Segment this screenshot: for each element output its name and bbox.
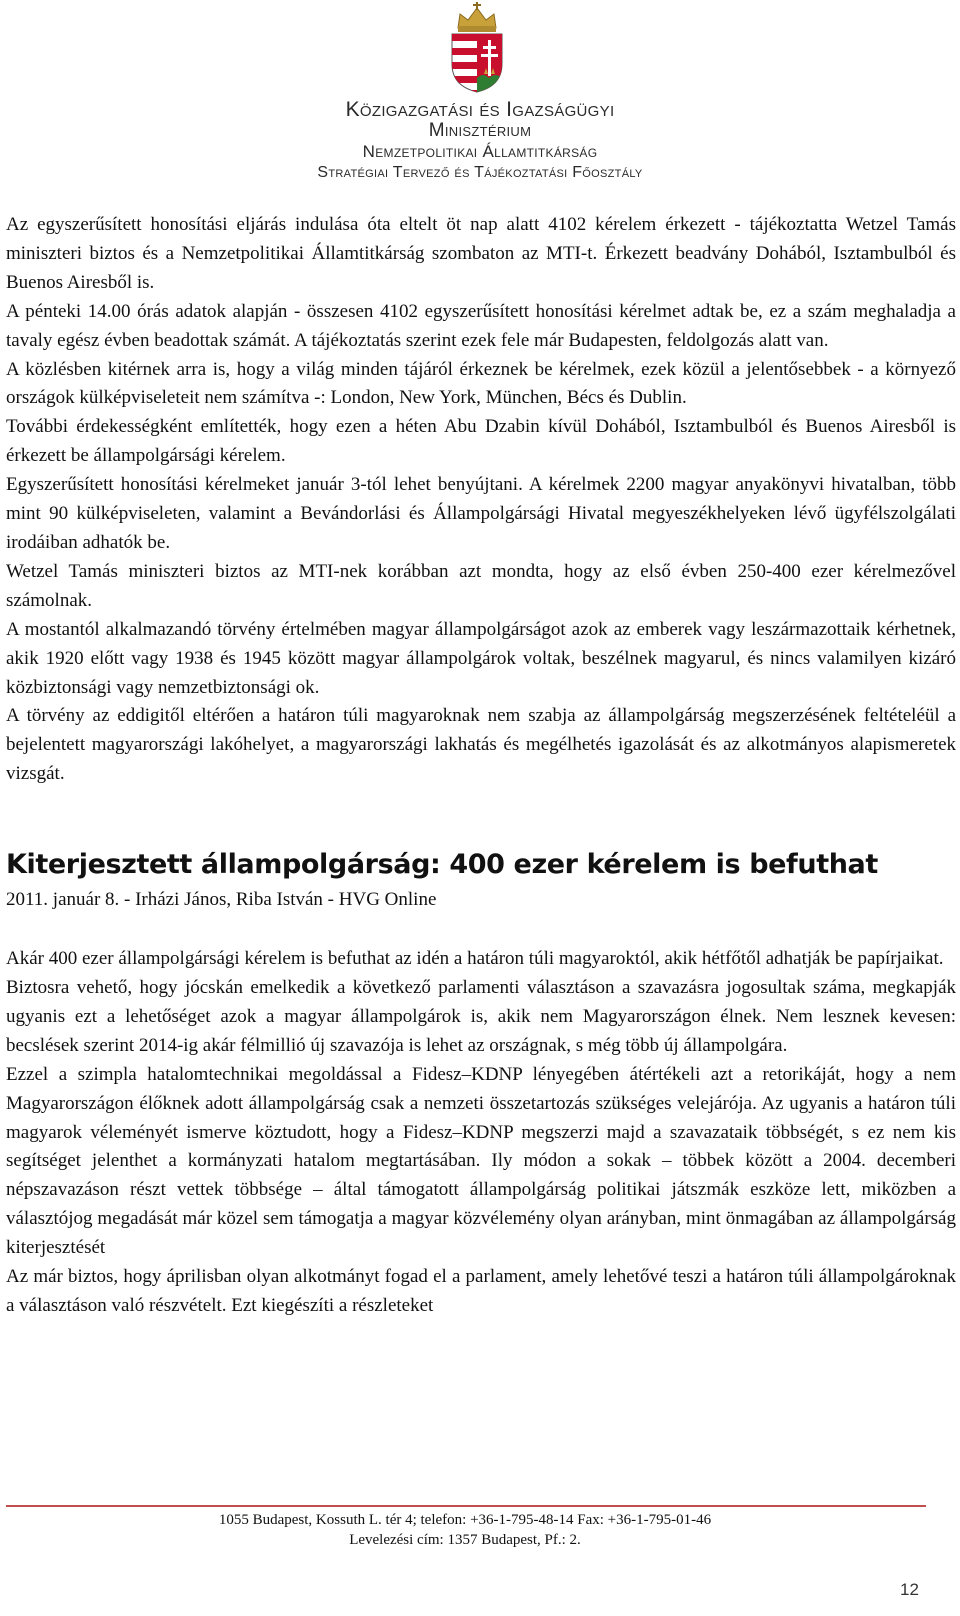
footer-address: 1055 Budapest, Kossuth L. tér 4; telefon: +36-1-795-48-14 Fax: +36-1-795-01-46 — [218, 1512, 712, 1528]
article2-headline: Kiterjesztett állampolgárság: 400 ezer kérelem is befuthat — [6, 849, 878, 881]
footer-mailing-address: Levelezési cím: 1357 Budapest, Pf.: 2. — [349, 1532, 581, 1548]
ministry-name-line-2: Minisztérium — [428, 120, 532, 141]
hungarian-coat-of-arms-icon — [446, 2, 508, 94]
page-number: 12 — [900, 1580, 919, 1599]
article1-paragraph: Az egyszerűsített honosítási eljárás indulása óta eltelt öt nap alatt 4102 kérelem érkezett - tájékoztatta Wetzel Tamás miniszteri biztos és a Nemzetpolitikai Államtitkárság szombaton az MTI-t. Érkezett beadvány Dohából, Isztambulból és Buenos Airesből is. — [6, 214, 956, 293]
letterhead — [0, 0, 960, 190]
article1-paragraph: Wetzel Tamás miniszteri biztos az MTI-nek korábban azt mondta, hogy az első évben 250-400 ezer kérelmezővel számolnak. — [6, 560, 956, 611]
article1-paragraph: A pénteki 14.00 órás adatok alapján - összesen 4102 egyszerűsített honosítási kérelmet adtak be, ez a szám meghaladja a tavaly egész évben beadottak számát. A tájékoztatás szerint ezek fele már Budapesten, feldolgozás alatt van. — [6, 300, 956, 351]
article2-paragraph: Biztosra vehető, hogy jócskán emelkedik a következő parlamenti választáson a szavazásra jogosultak száma, megkapják ugyanis ezt a lehetőséget azok a magyar állampolgárok is, akik nem Magyarországon élnek. Nem lesznek kevesen: becslések szerint 2014-ig akár félmillió új szavazója is lehet az országnak, s még több új állampolgára. — [6, 977, 956, 1056]
article1-paragraph: További érdekességként említették, hogy ezen a héten Abu Dzabin kívül Dohából, Isztambulból és Buenos Airesből is érkezett be állampolgársági kérelem. — [6, 416, 956, 467]
article2-paragraph: Akár 400 ezer állampolgársági kérelem is befuthat az idén a határon túli magyaroktól, akik hétfőtől adhatják be papírjaikat. — [6, 948, 944, 970]
article1-paragraph: Egyszerűsített honosítási kérelmeket január 3-tól lehet benyújtani. A kérelmek 2200 magyar anyakönyvi hivatalban, több mint 90 külképviseleten, valamint a Bevándorlási és Állampolgársági Hivatal megyeszékhelyeken lévő ügyfélszolgálati irodáiban adhatók be. — [6, 474, 956, 553]
section-spacer — [6, 789, 956, 845]
section-spacer — [6, 915, 956, 945]
state-secretariat-name: Nemzetpolitikai Államtitkárság — [362, 142, 598, 161]
footer-divider — [6, 1505, 926, 1507]
document-body — [6, 211, 956, 1321]
article2-byline: 2011. január 8. - Irházi János, Riba István - HVG Online — [6, 889, 437, 911]
article2-paragraph: Ezzel a szimpla hatalomtechnikai megoldással a Fidesz–KDNP lényegében átértékeli azt a retorikáját, hogy a nem Magyarországon élőknek adott állampolgárság csak a nemzeti összetartozás szükséges velejárója. Az ugyanis a határon túli magyarok véleményét ismerve köztudott, hogy a Fidesz–KDNP megszerzi majd a szavazataik többségét, s ez nem kis segítséget jelenthet a kormányzati hatalom megtartásában. Ily módon a sokak – többek között a 2004. decemberi népszavazáson részt vettek többsége – által támogatott állampolgárság politikai játszmák eszköze lett, miközben a választójog megadását már közel sem támogatja a magyar közvélemény olyan arányban, mint önmagában az állampolgárság kiterjesztését — [6, 1063, 956, 1259]
article1-paragraph: A közlésben kitérnek arra is, hogy a világ minden tájáról érkeznek be kérelmek, ezek közül a jelentősebbek - a környező országok külképviseleteit nem számítva -: London, New York, München, Bécs és Dublin. — [6, 358, 956, 409]
ministry-name-line-1: Közigazgatási és Igazságügyi — [345, 98, 615, 121]
article1-paragraph: A törvény az eddigitől eltérően a határon túli magyaroknak nem szabja az állampolgárság megszerzésének feltételéül a bejelentett magyarországi lakóhelyet, a magyarországi lakhatás és megélhetés igazolását és az alkotmányos alapismeretek vizsgát. — [6, 705, 956, 785]
article1-paragraph: A mostantól alkalmazandó törvény értelmében magyar állampolgárságot azok az emberek vagy leszármazottaik kérhetnek, akik 1920 előtt vagy 1938 és 1945 között magyar állampolgárok voltak, beszélnek magyarul, és nincs valamilyen kizáró közbiztonsági vagy nemzetbiztonsági ok. — [6, 618, 956, 698]
article2-paragraph: Az már biztos, hogy áprilisban olyan alkotmányt fogad el a parlament, amely lehetővé teszi a határon túli állampolgároknak a választáson való részvételt. Ezt kiegészíti a részleteket — [6, 1266, 956, 1316]
department-name: Stratégiai Tervező és Tájékoztatási Főosztály — [317, 164, 643, 181]
